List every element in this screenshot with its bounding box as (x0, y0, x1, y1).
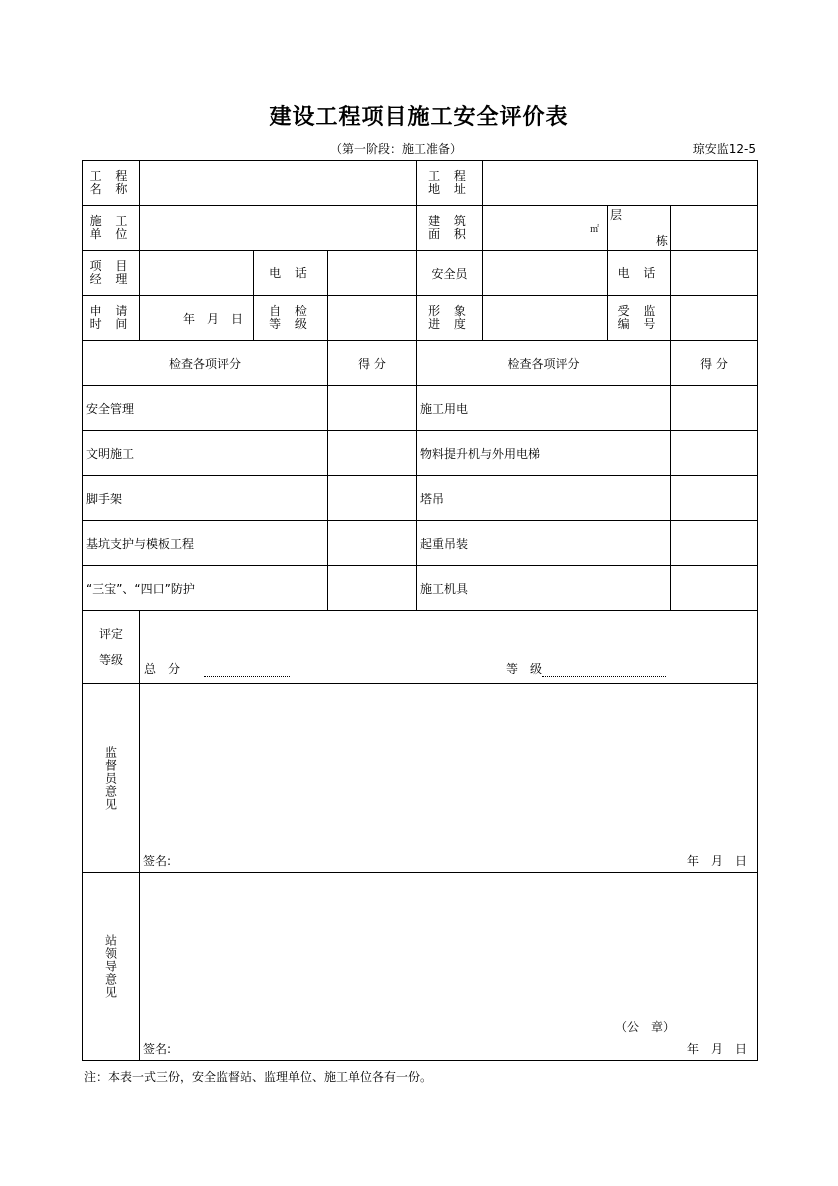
form-title: 建设工程项目施工安全评价表 (269, 105, 569, 130)
floor-unit: 层 (610, 208, 623, 222)
label-line: 名 称 (89, 182, 133, 196)
date-label: 年 月 日 (686, 854, 747, 868)
officer-phone-field[interactable] (670, 250, 758, 296)
signature-label: 签名: (143, 1042, 172, 1056)
score-item-label: 物料提升机与外用电梯 (416, 430, 671, 476)
label-line: 项 目 (89, 259, 133, 273)
project-name-label (82, 160, 140, 206)
label-line: 形 象 (428, 304, 471, 318)
form-code: 琼安监12-5 (692, 142, 756, 156)
label-line: 等级 (98, 653, 123, 667)
label-line: 施 工 (89, 214, 133, 228)
label-line: 工 程 (428, 169, 471, 183)
station-leader-opinion-field[interactable] (139, 872, 758, 1061)
score-header-item-left: 检查各项评分 (82, 340, 328, 386)
label-line: 面 积 (428, 227, 471, 241)
label-line: 建 筑 (428, 214, 471, 228)
label-line: 申 请 (89, 304, 133, 318)
score-input[interactable] (327, 385, 417, 431)
total-score-label: 总 分 (144, 662, 181, 676)
total-score-field[interactable] (144, 660, 290, 677)
score-input[interactable] (327, 475, 417, 521)
project-name-field[interactable] (139, 160, 417, 206)
score-header-score-left: 得 分 (327, 340, 417, 386)
score-input[interactable] (670, 385, 758, 431)
project-manager-label (82, 250, 140, 296)
apply-time-field[interactable] (139, 295, 254, 341)
label-line: 评定 (98, 627, 123, 641)
supervision-number-label (607, 295, 671, 341)
footnote: 注：本表一式三份，安全监督站、监理单位、施工单位各有一份。 (84, 1070, 433, 1084)
score-item-label: 安全管理 (82, 385, 328, 431)
label-line: 受 监 (617, 304, 661, 318)
label-text: 站领导意见 (103, 934, 118, 999)
score-item-label: 塔吊 (416, 475, 671, 521)
progress-field[interactable] (482, 295, 608, 341)
supervisor-opinion-field[interactable] (139, 683, 758, 873)
grade-line (542, 666, 666, 677)
signature-label: 签名: (143, 854, 172, 868)
supervisor-opinion-label (82, 683, 140, 873)
date-label: 年 月 日 (686, 1042, 747, 1056)
label-line: 经 理 (89, 272, 133, 286)
score-input[interactable] (327, 565, 417, 611)
score-input[interactable] (327, 430, 417, 476)
supervision-number-field[interactable] (670, 295, 758, 341)
score-item-label: “三宝”、“四口”防护 (82, 565, 328, 611)
total-score-line (204, 666, 290, 677)
rating-field (139, 610, 758, 684)
area-unit: ㎡ (589, 224, 599, 235)
contractor-field[interactable] (139, 205, 417, 251)
score-item-label: 施工用电 (416, 385, 671, 431)
score-item-label: 起重吊装 (416, 520, 671, 566)
score-item-label: 基坑支护与模板工程 (82, 520, 328, 566)
officer-phone-label: 电 话 (607, 250, 671, 296)
project-address-field[interactable] (482, 160, 758, 206)
label-line: 自 检 (269, 304, 312, 318)
score-input[interactable] (670, 475, 758, 521)
progress-label (416, 295, 483, 341)
building-unit: 栋 (655, 234, 668, 248)
building-area-label (416, 205, 483, 251)
building-area-field[interactable] (482, 205, 608, 251)
label-line: 进 度 (428, 317, 471, 331)
floors-value-field[interactable] (670, 205, 758, 251)
label-text: 监督员意见 (103, 745, 118, 811)
grade-label: 等 级 (506, 662, 543, 676)
project-address-label (416, 160, 483, 206)
manager-phone-field[interactable] (327, 250, 417, 296)
safety-officer-field[interactable] (482, 250, 608, 296)
score-item-label: 文明施工 (82, 430, 328, 476)
floors-buildings-field[interactable] (607, 205, 671, 251)
contractor-label (82, 205, 140, 251)
grade-field[interactable] (506, 660, 666, 677)
score-item-label: 施工机具 (416, 565, 671, 611)
score-item-label: 脚手架 (82, 475, 328, 521)
official-seal-label: （公 章） (614, 1020, 675, 1034)
score-header-item-right: 检查各项评分 (416, 340, 671, 386)
score-header-score-right: 得 分 (670, 340, 758, 386)
apply-time-label (82, 295, 140, 341)
score-input[interactable] (670, 430, 758, 476)
label-line: 地 址 (428, 182, 471, 196)
label-line: 单 位 (89, 227, 133, 241)
score-input[interactable] (327, 520, 417, 566)
label-line: 编 号 (617, 317, 661, 331)
score-input[interactable] (670, 565, 758, 611)
self-check-grade-label (253, 295, 328, 341)
manager-phone-label: 电 话 (253, 250, 328, 296)
label-line: 等 级 (269, 317, 312, 331)
score-input[interactable] (670, 520, 758, 566)
form-subtitle: （第一阶段：施工准备） (330, 142, 463, 156)
label-line: 工 程 (89, 169, 133, 183)
safety-officer-label: 安全员 (416, 250, 483, 296)
label-line: 时 间 (89, 317, 133, 331)
rating-label (82, 610, 140, 684)
station-leader-opinion-label (82, 872, 140, 1061)
project-manager-field[interactable] (139, 250, 254, 296)
date-placeholder: 年 月 日 (182, 311, 243, 326)
self-check-grade-field[interactable] (327, 295, 417, 341)
